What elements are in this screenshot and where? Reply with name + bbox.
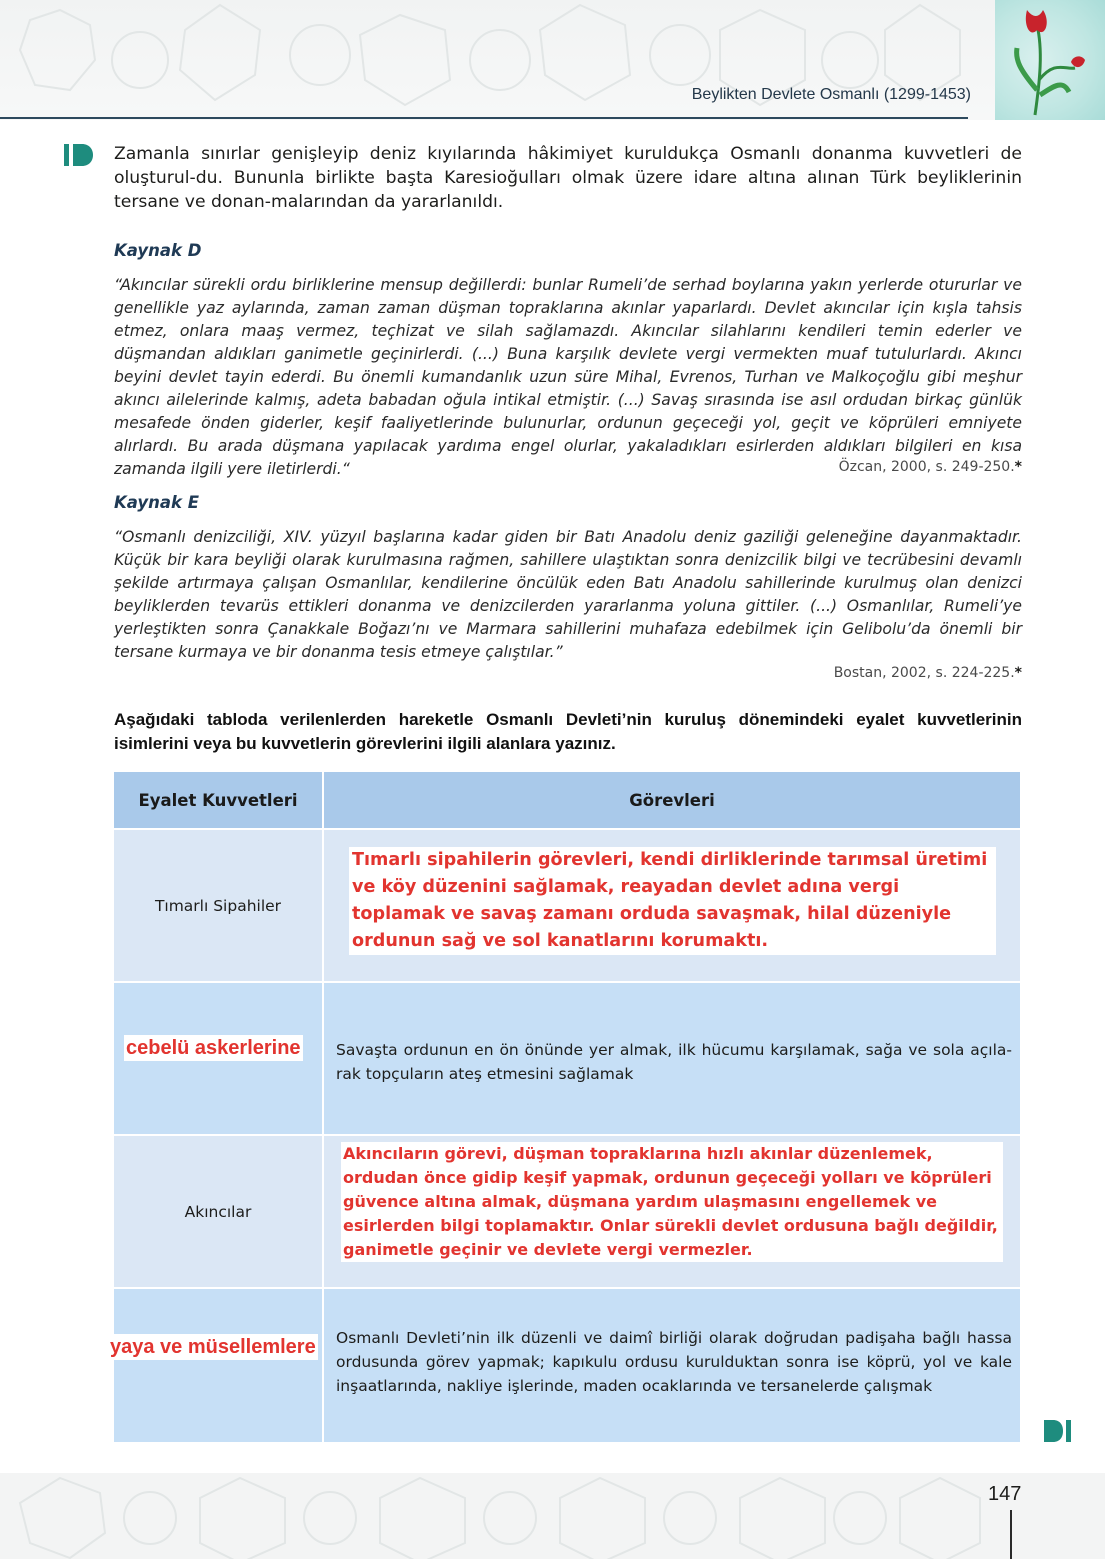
table-header-row xyxy=(114,772,1020,828)
header-rule xyxy=(0,117,968,119)
source-e-citation: Bostan, 2002, s. 224-225.* xyxy=(833,665,1022,681)
source-e-quote: “Osmanlı denizciliği, XIV. yüzyıl başlarına kadar giden bir Batı Anadolu deniz gaziliği geleneğine dayanmaktadır. Küçük bir kara beyliği olarak kurulmasına rağmen, sahillere ulaştıktan sonra denizcilik bilgi ve tecrübesini devamlı şekilde artırmaya çalışan Osmanlılar, kendilerine öncülük eden Batı Anadolu sahillerinde kurulmuş olan denizci beyliklerden tevarüs ettikleri donanma ve denizcilerden yararlanma yoluna gittiler. (...) Osmanlılar, Rumeli’ye yerleştikten sonra Çanakkale Boğazı’nı ve Marmara sahillerini muhafaza edebilmek için Gelibolu’da önemli bir tersane kurmaya ve bir donanma tesis etmeye çalıştılar.” xyxy=(114,528,1022,661)
running-head: Beylikten Devlete Osmanlı (1299-1453) xyxy=(691,86,971,103)
source-d-citation: Özcan, 2000, s. 249-250.* xyxy=(838,459,1022,475)
instruction-text: Aşağıdaki tabloda verilenlerden hareketle Osmanlı Devleti’nin kuruluş dönemindeki eyalet kuvvetlerinin isimlerini veya bu kuvvetlerin görevlerini ilgili alanlara yazınız. xyxy=(114,710,1022,753)
answer-field[interactable]: Tımarlı sipahilerin görevleri, kendi dirliklerinde tarımsal üretimi ve köy düzenini sağlamak, reayadan devlet adına vergi toplamak ve savaş zamanı orduda savaşmak, hilal düzeniyle ordunun sağ ve sol kanatlarını korumaktı. xyxy=(349,847,996,955)
answer-field[interactable]: yaya ve müsellemlere xyxy=(110,1336,316,1358)
corner-illustration xyxy=(995,0,1105,120)
page-number-rule xyxy=(1010,1510,1012,1559)
answer-field[interactable]: cebelü askerlerine xyxy=(126,1037,301,1059)
force-name: Akıncılar xyxy=(184,1202,252,1221)
page-number: 147 xyxy=(988,1483,1022,1505)
intro-paragraph: Zamanla sınırlar genişleyip deniz kıyılarında hâkimiyet kuruldukça Osmanlı donanma kuvvetleri de oluşturul-du. Bununla birlikte başta Karesioğulları olmak üzere idare altına alınan Türk beyliklerinin tersane ve donan-malarından da yararlanıldı. xyxy=(114,144,1022,212)
force-name-cell xyxy=(114,1289,322,1442)
tulip-icon xyxy=(995,0,1105,120)
force-name: Tımarlı Sipahiler xyxy=(154,896,282,915)
header-band xyxy=(0,0,1105,120)
source-e-title: Kaynak E xyxy=(114,493,200,512)
duty-text: Osmanlı Devleti’nin ilk düzenli ve daimî birliği olarak doğrudan padişaha bağlı hassa ordusunda görev yapmak; kapıkulu ordusu kurulduktan sonra ise köprü, yol ve kale inşaatlarında, nakliye işlerinde, maden ocaklarında ve tersanelerde çalışmak xyxy=(336,1329,1012,1395)
source-d-title: Kaynak D xyxy=(114,241,202,260)
answer-field[interactable]: Akıncıların görevi, düşman topraklarına hızlı akınlar düzenlemek, ordudan önce gidip keşif yapmak, ordunun geçeceği yolları ve köprüleri güvence altına almak, düşmana yardım ulaşmasını engellemek ve esirlerden bilgi toplamaktır. Onlar sürekli devlet ordusuna bağlı değildir, ganimetle geçinir ve devlete vergi vermezler. xyxy=(341,1142,1003,1262)
ornament-pattern xyxy=(0,1473,1105,1559)
duty-text: Savaşta ordunun en ön önünde yer almak, ilk hücumu karşılamak, sağa ve sola açıla-rak topçuların ateş etmesini sağlamak xyxy=(336,1041,1012,1083)
footer-band xyxy=(0,1473,1105,1559)
header-forces: Eyalet Kuvvetleri xyxy=(138,790,298,810)
stop-marker-icon xyxy=(1042,1420,1072,1442)
header-duties: Görevleri xyxy=(322,772,1020,828)
source-d-quote: “Akıncılar sürekli ordu birliklerine mensup değillerdi: bunlar Rumeli’de serhad boylarına yakın yerlerde otururlar ve genellikle yaz aylarında, zaman zaman düşman topraklarına akınlar yaparlardı. Devlet akıncılar için kışla tahsis etmez, onlara maaş vermez, teçhizat ve silah sağlamazdı. Akıncılar silahlarını kendileri temin ederler ve düşmandan aldıkları ganimetle geçinirlerdi. (...) Buna karşılık devlete vergi vermekten muaf tutulurlardı. Akıncı beyini devlet tayin ederdi. Bu önemli kumandanlık uzun süre Mihal, Evrenos, Turhan ve Malkoçoğlu gibi meşhur akıncı ailelerinde kalmış, adeta babadan oğula intikal etmiştir. (...) Savaş sırasında ise asıl ordudan birkaç günlük mesafede önden giderler, keşif faaliyetlerinde bulunurlar, ordunun geçeceği yol, geçit ve köprüleri emniyete alırlardı. Bu arada düşmana yapılacak yardıma engel olurlar, yakaladıkları esirlerden aldıkları bilgileri en kısa zamanda ilgili yere iletirlerdi.“ xyxy=(114,276,1022,478)
play-marker-icon xyxy=(64,144,94,166)
